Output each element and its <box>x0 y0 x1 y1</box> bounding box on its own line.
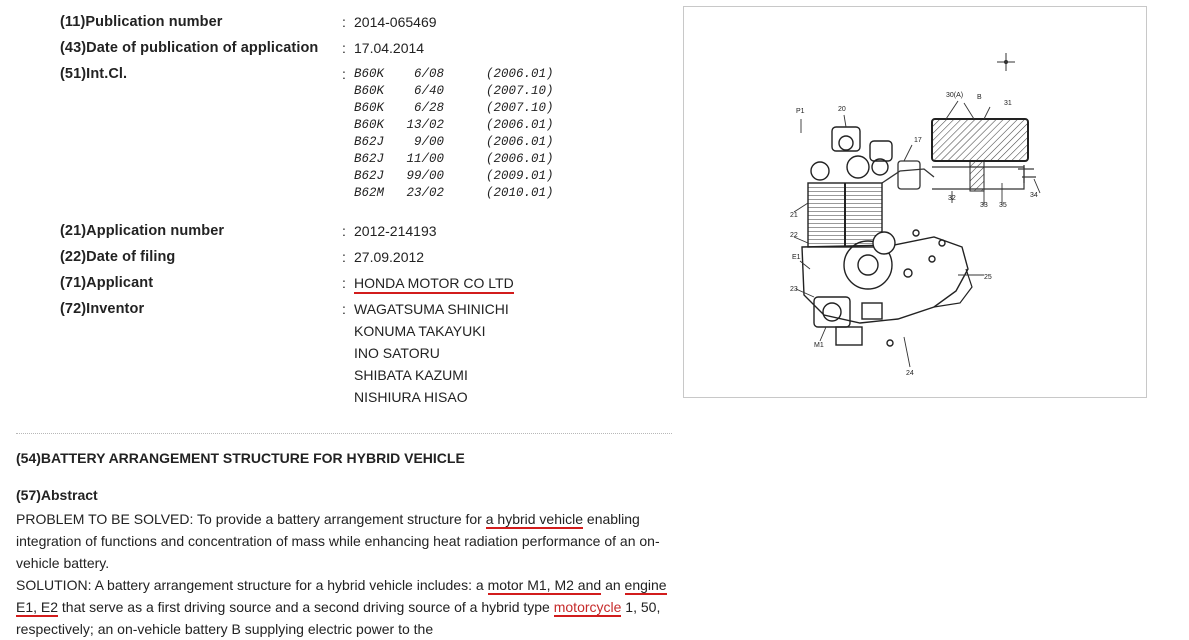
inventor-name: NISHIURA HISAO <box>354 389 468 405</box>
applicant-label: (71)Applicant <box>60 275 154 291</box>
applicant-row <box>60 275 680 299</box>
ipc-version: (2006.01) <box>486 118 554 132</box>
ipc-entry <box>354 135 654 152</box>
invention-title: (54)BATTERY ARRANGEMENT STRUCTURE FOR HYBRID VEHICLE <box>16 450 465 466</box>
drawing-label: 23 <box>790 286 798 293</box>
abstract-text: that serve as a first driving source and a second driving source of a hybrid type <box>58 599 554 615</box>
colon: : <box>342 14 346 30</box>
engine-battery-drawing <box>684 7 1146 397</box>
ipc-version: (2007.10) <box>486 101 554 115</box>
abstract-text: 1, 50, respectively; an on-vehicle battery B supplying electric power to the <box>16 599 661 637</box>
ipc-code: B62J <box>354 135 385 149</box>
ipc-version: (2007.10) <box>486 84 554 98</box>
application-number-row <box>60 223 680 247</box>
drawing-label: 35 <box>999 202 1007 209</box>
ipc-code: B62J <box>354 169 385 183</box>
ipc-code: B60K <box>354 101 385 115</box>
publication-date-row <box>60 40 680 64</box>
drawing-label: M1 <box>814 342 824 349</box>
ipc-group: 11/00 <box>406 152 444 166</box>
abstract-text: an <box>605 577 625 593</box>
application-number-label: (21)Application number <box>60 223 225 239</box>
drawing-label: 30(A) <box>946 92 964 99</box>
colon: : <box>342 301 346 317</box>
ipc-version: (2009.01) <box>486 169 554 183</box>
colon: : <box>342 223 346 239</box>
drawing-label: 33 <box>980 202 988 209</box>
colon: : <box>342 275 346 291</box>
filing-date-label: (22)Date of filing <box>60 249 176 265</box>
ipc-group: 6/40 <box>413 84 444 98</box>
ipc-group: 13/02 <box>406 118 444 132</box>
drawing-label: E1 <box>792 254 801 261</box>
drawing-label: 31 <box>1004 100 1012 107</box>
ipc-group: 6/28 <box>413 101 444 115</box>
abstract-text: SOLUTION: A battery arrangement structure for a hybrid vehicle includes: a <box>16 577 488 593</box>
ipc-entry <box>354 67 654 84</box>
drawing-label: 34 <box>1030 192 1038 199</box>
highlighted-text: motorcycle <box>553 599 622 615</box>
colon: : <box>342 249 346 265</box>
ipc-classification-list <box>354 67 654 203</box>
ipc-code: B62J <box>354 152 385 166</box>
drawing-label: 32 <box>948 195 956 202</box>
drawing-label: P1 <box>796 108 805 115</box>
engine-cylinders-icon <box>808 183 882 247</box>
drawing-label: B <box>977 94 982 101</box>
ipc-entry <box>354 101 654 118</box>
patent-drawing-panel <box>683 6 1147 398</box>
ipc-entry <box>354 118 654 135</box>
highlighted-text: a hybrid vehicle <box>485 511 584 527</box>
drawing-label: 24 <box>906 370 914 377</box>
ipc-entry <box>354 169 654 186</box>
filing-date-value: 27.09.2012 <box>354 249 425 265</box>
colon: : <box>342 40 346 56</box>
drawing-label: 20 <box>838 106 846 113</box>
ipc-entry <box>354 152 654 169</box>
ipc-group: 6/08 <box>413 67 444 81</box>
ipc-version: (2010.01) <box>486 186 554 200</box>
publication-number-label: (11)Publication number <box>60 14 223 30</box>
ipc-version: (2006.01) <box>486 152 554 166</box>
ipc-entry <box>354 186 654 203</box>
battery-duct-icon <box>970 161 984 191</box>
ipc-group: 9/00 <box>413 135 444 149</box>
abstract-heading: (57)Abstract <box>16 487 98 503</box>
ipc-code: B60K <box>354 84 385 98</box>
ipc-entry <box>354 84 654 101</box>
publication-number-value: 2014-065469 <box>354 14 437 30</box>
abstract-solution <box>16 574 676 640</box>
abstract-text: PROBLEM TO BE SOLVED: To provide a battery arrangement structure for <box>16 511 486 527</box>
battery-connector-icon <box>1018 165 1036 183</box>
publication-date-label: (43)Date of publication of application <box>60 40 319 56</box>
inventor-name: SHIBATA KAZUMI <box>354 367 468 383</box>
abstract-body <box>16 508 676 640</box>
section-divider <box>16 433 672 434</box>
publication-date-value: 17.04.2014 <box>354 40 425 56</box>
highlighted-text: motor M1, M2 and <box>487 577 602 593</box>
drawing-label: 17 <box>914 137 922 144</box>
ipc-version: (2006.01) <box>486 135 554 149</box>
inventor-name: WAGATSUMA SHINICHI <box>354 301 509 317</box>
filing-date-row <box>60 249 680 273</box>
inventor-label: (72)Inventor <box>60 301 145 317</box>
drawing-label: 22 <box>790 232 798 239</box>
inventor-name: INO SATORU <box>354 345 440 361</box>
drawing-label: 25 <box>984 274 992 281</box>
abstract-text: enabling integration of functions and concentration of mass while enhancing heat radiation performance of an on-vehicle battery. <box>16 511 660 571</box>
colon: : <box>342 66 346 82</box>
abstract-problem <box>16 508 676 574</box>
ipc-code: B62M <box>354 186 385 200</box>
ipc-code: B60K <box>354 118 385 132</box>
application-number-value: 2012-214193 <box>354 223 437 239</box>
ipc-code: B60K <box>354 67 385 81</box>
inventor-name: KONUMA TAKAYUKI <box>354 323 486 339</box>
publication-number-row <box>60 14 680 38</box>
battery-icon <box>932 119 1028 161</box>
direction-compass-icon <box>997 53 1015 71</box>
applicant-value: HONDA MOTOR CO LTD <box>354 275 514 294</box>
int-cl-label: (51)Int.Cl. <box>60 66 128 82</box>
ipc-group: 99/00 <box>406 169 444 183</box>
ipc-group: 23/02 <box>406 186 444 200</box>
highlighted-text: engine E1, E2 <box>16 577 667 615</box>
drawing-label: 21 <box>790 212 798 219</box>
ipc-version: (2006.01) <box>486 67 554 81</box>
cylinder-head-icon <box>811 127 892 180</box>
